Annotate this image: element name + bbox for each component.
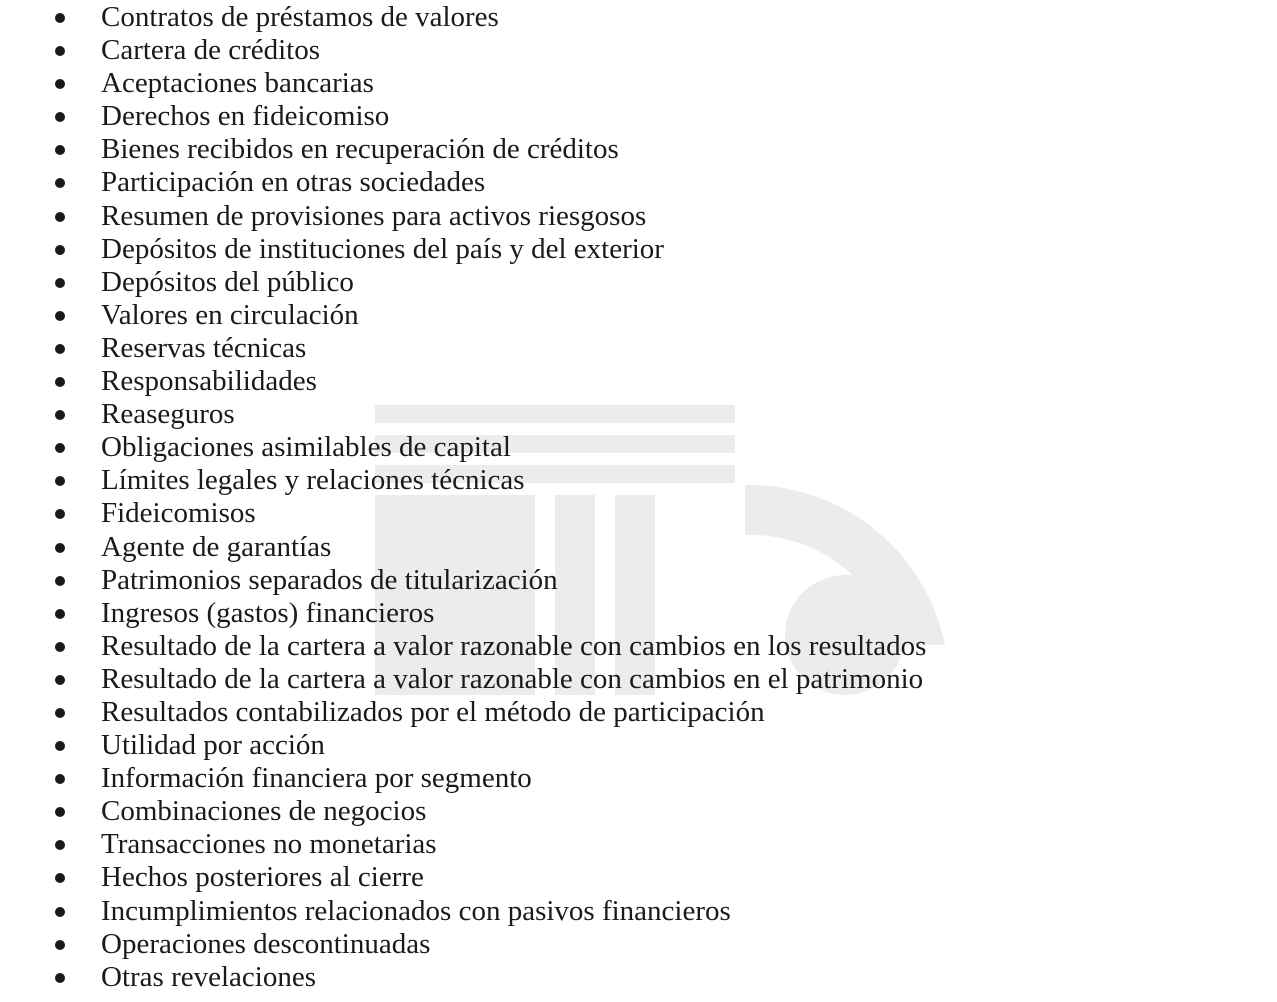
list-item — [0, 663, 1277, 696]
list-item — [0, 67, 1277, 100]
list-item-text: Depósitos del público — [101, 265, 354, 298]
list-item — [0, 895, 1277, 928]
list-item — [0, 166, 1277, 199]
list-item — [0, 564, 1277, 597]
list-item — [0, 200, 1277, 233]
list-item — [0, 299, 1277, 332]
list-item-text: Resumen de provisiones para activos riesgosos — [101, 199, 647, 232]
list-item — [0, 531, 1277, 564]
list-item-text: Resultado de la cartera a valor razonable con cambios en los resultados — [101, 629, 927, 662]
bullet-icon — [55, 840, 65, 850]
bullet-icon — [55, 311, 65, 321]
bullet-list — [0, 1, 1277, 994]
bullet-icon — [55, 112, 65, 122]
list-item — [0, 1, 1277, 34]
list-item-text: Bienes recibidos en recuperación de créditos — [101, 133, 619, 166]
bullet-icon — [55, 708, 65, 718]
list-item — [0, 34, 1277, 67]
list-item-text: Reaseguros — [101, 398, 235, 431]
bullet-icon — [55, 675, 65, 685]
bullet-icon — [55, 46, 65, 56]
bullet-icon — [55, 609, 65, 619]
bullet-icon — [55, 245, 65, 255]
list-item — [0, 266, 1277, 299]
bullet-icon — [55, 410, 65, 420]
list-item-text: Otras revelaciones — [101, 960, 316, 993]
list-item — [0, 795, 1277, 828]
bullet-icon — [55, 774, 65, 784]
bullet-icon — [55, 377, 65, 387]
list-item — [0, 961, 1277, 994]
bullet-icon — [55, 79, 65, 89]
list-item — [0, 696, 1277, 729]
list-item-text: Agente de garantías — [101, 530, 332, 563]
bullet-icon — [55, 576, 65, 586]
bullet-icon — [55, 973, 65, 983]
bullet-icon — [55, 543, 65, 553]
list-item — [0, 431, 1277, 464]
list-item — [0, 398, 1277, 431]
bullet-icon — [55, 145, 65, 155]
bullet-icon — [55, 940, 65, 950]
list-item — [0, 928, 1277, 961]
list-item-text: Responsabilidades — [101, 365, 317, 398]
list-item — [0, 828, 1277, 861]
list-item-text: Obligaciones asimilables de capital — [101, 431, 511, 464]
list-item-text: Combinaciones de negocios — [101, 795, 427, 828]
bullet-icon — [55, 509, 65, 519]
list-item-text: Participación en otras sociedades — [101, 166, 486, 199]
list-item-text: Reservas técnicas — [101, 331, 307, 364]
bullet-icon — [55, 907, 65, 917]
list-item-text: Resultados contabilizados por el método de participación — [101, 695, 765, 728]
list-item-text: Contratos de préstamos de valores — [101, 1, 499, 33]
list-item — [0, 630, 1277, 663]
bullet-icon — [55, 476, 65, 486]
list-item-text: Depósitos de instituciones del país y del exterior — [101, 232, 664, 265]
list-item — [0, 497, 1277, 530]
list-item-text: Hechos posteriores al cierre — [101, 861, 424, 894]
list-item-text: Utilidad por acción — [101, 729, 325, 762]
list-item — [0, 365, 1277, 398]
list-item-text: Operaciones descontinuadas — [101, 927, 431, 960]
list-item-text: Derechos en fideicomiso — [101, 100, 390, 133]
list-item-text: Resultado de la cartera a valor razonable con cambios en el patrimonio — [101, 662, 924, 695]
list-item — [0, 100, 1277, 133]
bullet-icon — [55, 642, 65, 652]
list-item-text: Cartera de créditos — [101, 34, 321, 67]
list-item — [0, 464, 1277, 497]
bullet-icon — [55, 212, 65, 222]
list-item-text: Patrimonios separados de titularización — [101, 563, 558, 596]
bullet-icon — [55, 344, 65, 354]
list-item-text: Aceptaciones bancarias — [101, 67, 374, 100]
list-item — [0, 861, 1277, 894]
bullet-icon — [55, 13, 65, 23]
bullet-icon — [55, 443, 65, 453]
list-item — [0, 233, 1277, 266]
list-item-text: Límites legales y relaciones técnicas — [101, 464, 525, 497]
list-item-text: Valores en circulación — [101, 298, 359, 331]
list-item-text: Ingresos (gastos) financieros — [101, 596, 435, 629]
list-item — [0, 332, 1277, 365]
bullet-icon — [55, 278, 65, 288]
list-item-text: Fideicomisos — [101, 497, 256, 530]
list-item — [0, 762, 1277, 795]
list-item — [0, 597, 1277, 630]
list-item-text: Incumplimientos relacionados con pasivos financieros — [101, 894, 731, 927]
list-item — [0, 133, 1277, 166]
bullet-icon — [55, 741, 65, 751]
bullet-icon — [55, 178, 65, 188]
bullet-icon — [55, 807, 65, 817]
list-item-text: Transacciones no monetarias — [101, 828, 437, 861]
list-item-text: Información financiera por segmento — [101, 762, 532, 795]
list-item — [0, 729, 1277, 762]
bullet-icon — [55, 873, 65, 883]
